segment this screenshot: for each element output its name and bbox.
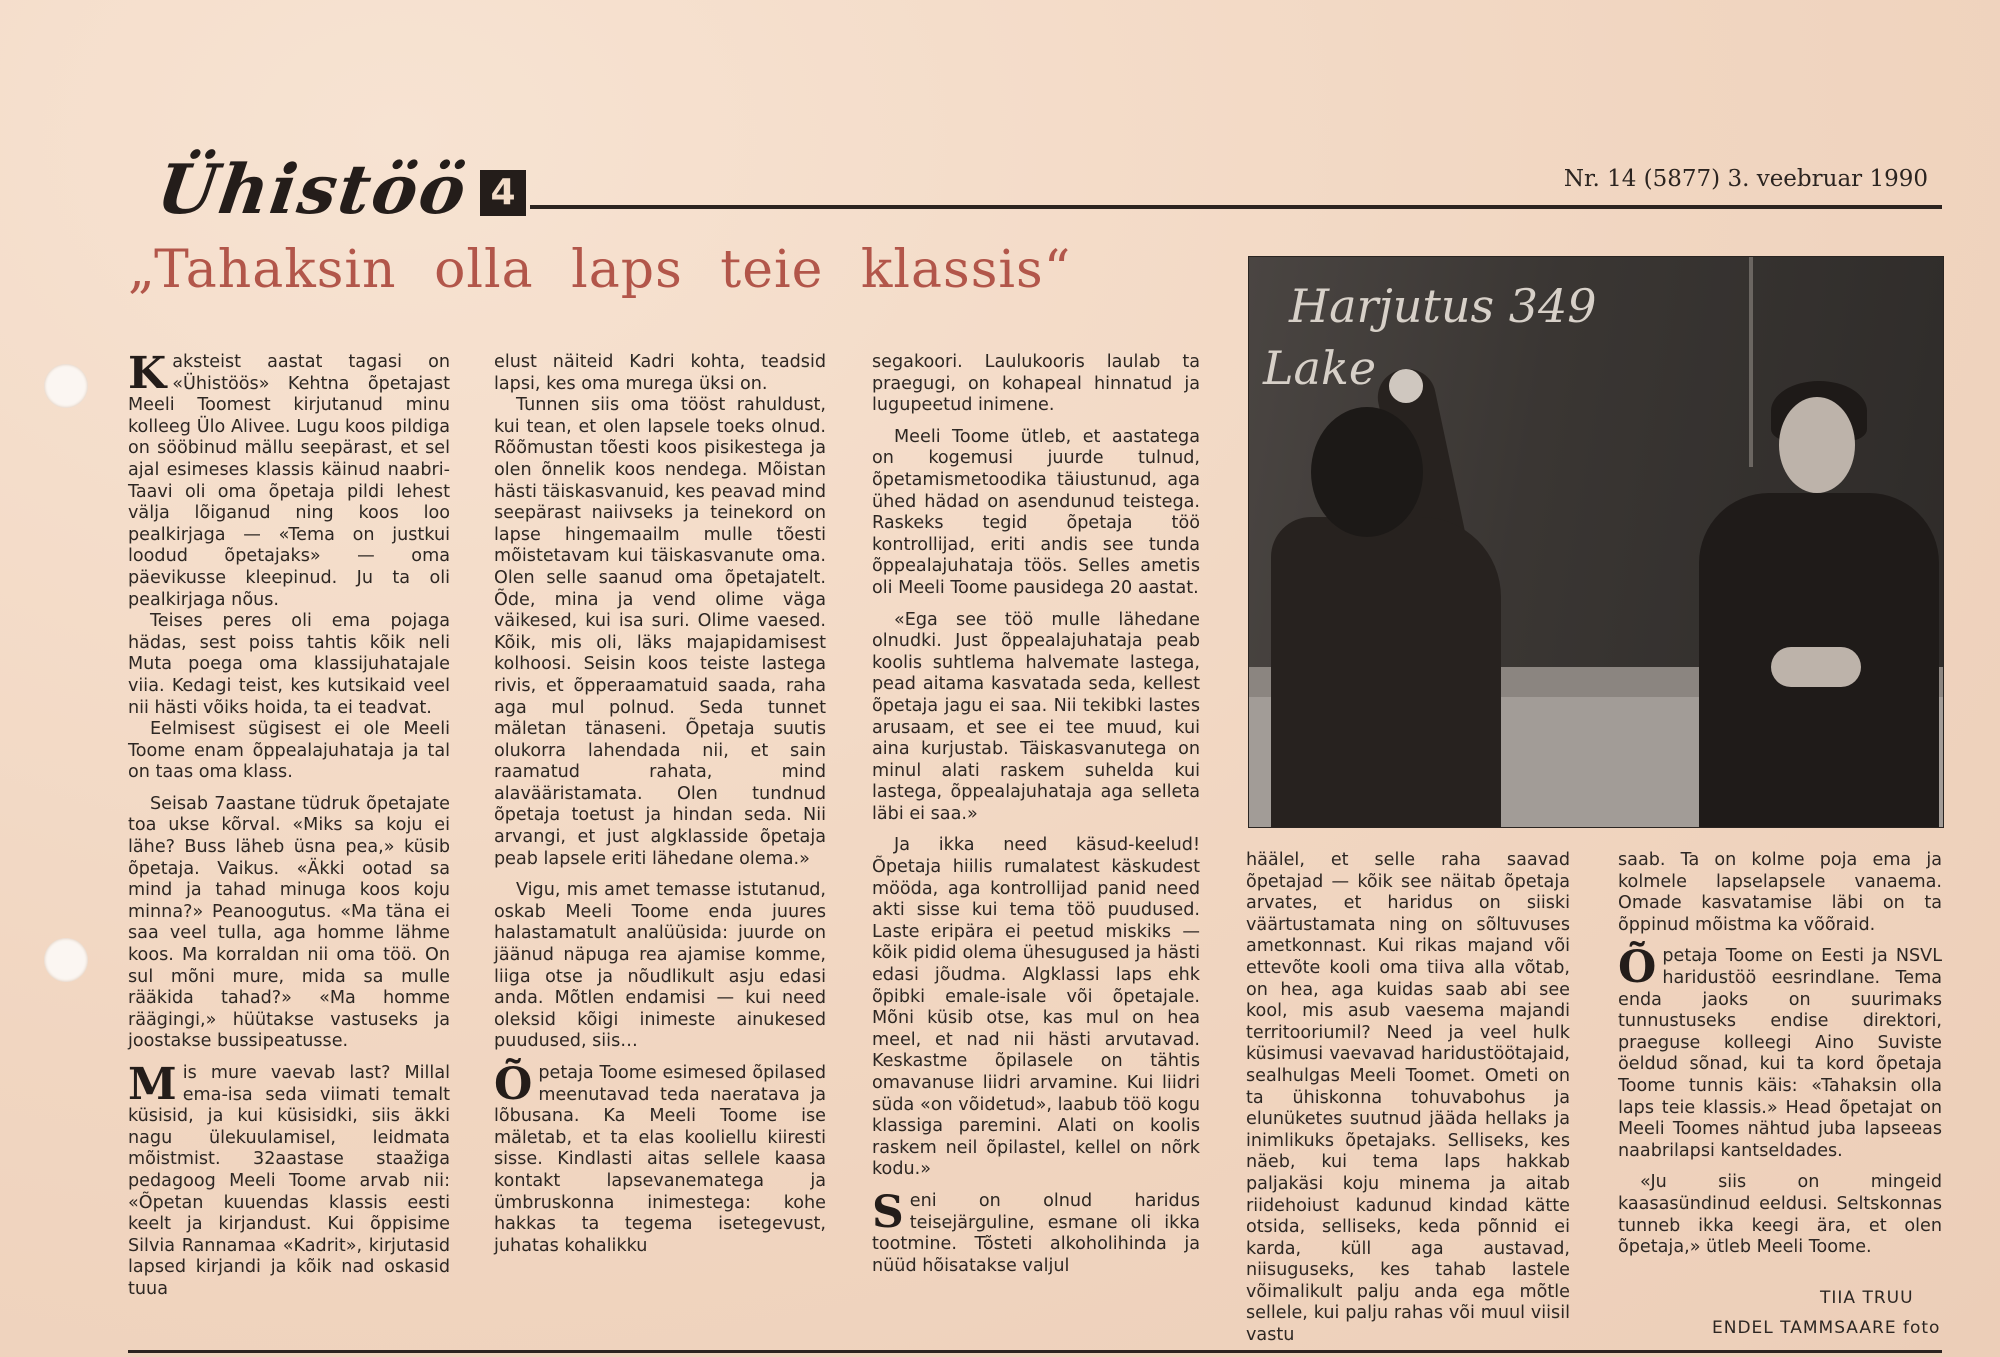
drop-cap: S <box>872 1186 904 1238</box>
article-headline: „Tahaksin olla laps teie klassis“ <box>128 240 1072 300</box>
article-column-1 <box>128 348 450 1301</box>
paragraph <box>128 719 450 784</box>
paragraph-text: elust näiteid Kadri kohta, teadsid lapsi, kes oma murega üksi on. <box>494 352 826 394</box>
drop-cap: M <box>128 1059 177 1110</box>
paragraph <box>1246 850 1570 1347</box>
paragraph-text: saab. Ta on kolme poja ema ja kolmele lapselapsele vanaema. Omade kasvatamise läbi on ta õppinud mõistma ka võõraid. <box>1618 850 1942 935</box>
paragraph <box>1618 850 1942 936</box>
drop-cap: K <box>128 348 167 399</box>
paragraph-text: Ja ikka need käsud-keelud! Õpetaja hiilis rumalatest käskudest mööda, aga kontrollijad panid need akti sisse kui tema töö puudused. Laste eripära ei peetud miskiks — kõik pidid olema ühesugused ja hästi edasi jõudma. Algklassi laps ehk õpibki emale-isale või õpetajale. Mõni küsib otse, kas mul on hea meel, et nad nii hästi arvutavad. Keskastme õpilasele on tähtis omavanuse liidri arvamine. Kui liidri süda «on võidetud», laabub töö kogu klassiga paremini. Alati on koolis raskem neil õpilastel, kellel on nõrk kodu.» <box>872 835 1200 1180</box>
photo-credit: ENDEL TAMMSAARE foto <box>1712 1318 1941 1338</box>
paragraph <box>494 395 826 870</box>
paragraph <box>1618 1172 1942 1258</box>
paragraph-text: Seisab 7aastane tüdruk õpetajate toa ukse kõrval. «Miks sa koju ei lähe? Buss läheb üsna pea,» küsib õpetaja. Vaikus. «Äkki ootad sa mind ja tahad minuga koos koju minna?» Peanoogutus. «Ma täna ei saa veel tulla, aga homme lähme koos. Ma korraldan nii oma töö. On sul mõni mure, mida sa mulle rääkida tahad?» «Ma homme räägingi,» hüütakse vastuseks ja joostakse bussipeatusse. <box>128 793 450 1052</box>
masthead-logo: Ühistöö <box>152 150 473 230</box>
paragraph <box>128 794 450 1053</box>
paragraph-text: Tunnen siis oma tööst rahuldust, kui tean, et olen lapsele toeks olnud. Rõõmustan tõesti koos pisikestega ja olen õnnelik koos nendega. Mõistan hästi täiskasvanuid, kes peavad mind seepärast naiivseks ja teinekord on lapse hingemaailm mulle tõesti mõistetavam kui täiskasvanute oma. Olen selle saanud oma õpetajatelt. Õde, mina ja vend olime väga väikesed, kui isa suri. Olime vaesed. Kõik, mis oli, läks majapidamisest kolhoosi. Seisin koos teiste lastega rivis, et õpperaamatuid saada, raha aga mul polnud. Seda tunnet mäletan tänaseni. Õpetaja suutis olukorra lahendada nii, et sain raamatud rahata, mind alavääristamata. Olen tundnud õpetaja toetust ja hindan seda. Nii arvangi, et just algklasside õpetaja peab lapsele eriti lähedane olema.» <box>494 395 826 869</box>
board-frame <box>1749 257 1753 467</box>
student-hand <box>1389 369 1423 403</box>
article-photo <box>1248 256 1944 828</box>
chalkboard-text: Harjutus 349 <box>1289 279 1597 333</box>
paragraph-text: aksteist aastat tagasi on «Ühistöös» Kehtna õpetajast Meeli Toomest kirjutanud minu kolleeg Ülo Alivee. Lugu koos pildiga on sööbinud mällu seepärast, et sel ajal esimeses klassis käinud naabri-Taavi oli oma õpetaja pildi lehest välja lõiganud ning koos loo pealkirjaga — «Tema on justkui loodud õpetajaks» — oma päevikusse kleepinud. Ju ta oli pealkirjaga nõus. <box>128 352 450 610</box>
article-column-4 <box>1246 850 1570 1347</box>
article-column-3 <box>872 352 1200 1277</box>
paragraph <box>128 611 450 719</box>
paragraph <box>1618 942 1942 1162</box>
header-rule <box>530 205 1942 209</box>
paragraph-text: segakoori. Laulukooris laulab ta praegugi, on kohapeal hinnatud ja lugupeetud inimene. <box>872 352 1200 416</box>
article-column-5 <box>1618 850 1942 1259</box>
paragraph-text: «Ega see töö mulle lähedane olnudki. Just õppealajuhataja peab koolis suhtlema halvemate lastega, pead aitama kasvatada seda, kellest õpetaja jagu ei saa. Nii tekibki lastes arusaam, et see ei tee muud, kui aina kurjustab. Täiskasvanutega on minul alati raskem suhelda kui lastega, õppealajuhataja aga selleta läbi ei saa.» <box>872 609 1200 824</box>
student-figure <box>1271 517 1501 828</box>
paragraph <box>872 427 1200 600</box>
paragraph-text: Eelmisest sügisest ei ole Meeli Toome enam õppealajuhataja ja tal on taas oma klass. <box>128 719 450 783</box>
paragraph-text: Teises peres oli ema pojaga hädas, sest poiss tahtis kõik neli Muta poega oma klassijuhatajale viia. Kedagi teist, kes kutsikaid veel nii hästi võiks hoida, ta ei teadvat. <box>128 611 450 718</box>
issue-line: Nr. 14 (5877) 3. veebruar 1990 <box>1563 166 1928 192</box>
paragraph <box>872 1186 1200 1277</box>
student-head <box>1311 407 1423 537</box>
paragraph-text: eni on olnud haridus teisejärguline, esmane oli ikka tootmine. Tõsteti alkoholihinda ja nüüd hõisatakse valjul <box>872 1190 1200 1276</box>
paragraph <box>494 1059 826 1257</box>
paragraph <box>128 1059 450 1301</box>
paragraph <box>494 352 826 395</box>
punch-hole <box>44 938 88 982</box>
paragraph-text: Vigu, mis amet temasse istutanud, oskab Meeli Toome enda juures halastamatult analüüsida: juurde on jäänud näpuga rea ajamise komme, liiga otse ja nõudlikult asju edasi anda. Mõtlen endamisi — kui need oleksid kõigi inimeste ainukesed puudused, siis… <box>494 880 826 1052</box>
paragraph <box>872 352 1200 417</box>
author-byline: TIIA TRUU <box>1820 1288 1914 1308</box>
page-number-box: 4 <box>480 170 526 216</box>
paragraph <box>494 880 826 1053</box>
paragraph <box>872 835 1200 1181</box>
punch-hole <box>44 364 88 408</box>
paragraph-text: «Ju siis on mingeid kaasasündinud eeldusi. Seltskonnas tunneb ikka keegi ära, et olen õpetaja,» ütleb Meeli Toome. <box>1618 1172 1942 1258</box>
chalkboard-text: Lake <box>1263 341 1377 395</box>
paragraph <box>128 348 450 611</box>
drop-cap: Õ <box>1618 942 1657 994</box>
article-column-2 <box>494 352 826 1257</box>
paragraph-text: petaja Toome on Eesti ja NSVL haridustöö eesrindlane. Tema enda jaoks on suurimaks tunnustuseks endise direktori, praeguse kolleegi Aino Suviste öeldud sõnad, kui ta kord õpetaja Toome tunnis käis: «Tahaksin olla laps teie klassis.» Head õpetajat on Meeli Toomes nähtud juba lapseeas naabrilapsi kantseldades. <box>1618 946 1942 1161</box>
teacher-hands <box>1771 647 1861 687</box>
teacher-face <box>1779 397 1855 493</box>
paragraph <box>872 610 1200 826</box>
drop-cap: Õ <box>494 1059 533 1110</box>
paragraph-text: is mure vaevab last? Millal ema-isa seda viimati temalt küsisid, ja kui küsisidki, siis äkki nagu ülekuulamisel, leidmata mõistmist. 32aastase staažiga pedagoog Meeli Toome arvab nii: «Õpetan kuuendas klassis eesti keelt ja kirjandust. Kui õppisime Silvia Rannamaa «Kadrit», kirjutasid lapsed kirjandi ja kõik nad oskasid tuua <box>128 1063 450 1299</box>
footer-rule <box>128 1350 1942 1353</box>
paragraph-text: Meeli Toome ütleb, et aastatega on kogemusi juurde tulnud, õpetamismetoodika täiustunud, aga ühed hädad on asendunud teistega. Raskeks tegid õpetaja töö kontrollijad, eriti andis see tunda õppealajuhataja töös. Selles ametis oli Meeli Toome pausidega 20 aastat. <box>872 426 1200 598</box>
paragraph-text: häälel, et selle raha saavad õpetajad — kõik see näitab õpetaja arvates, et haridus on siiski väärtustamata ning on sõltuvuses ametkonnast. Kui rikas majand või ettevõte kooli oma tiiva alla võtab, on hea, aga kuidas saab abi see kool, mis asub vaesema majandi territooriumil? Need ja veel hulk küsimusi vaevavad haridustöötajaid, sealhulgas Meeli Toomet. Ometi on ta ühiskonna tohuvabohus ja elunüketes suutnud jääda hellaks ja inimlikuks õpetajaks. Selliseks, kes näeb, kui tema laps hakkab paljakäsi koju minema ja aitab riidehoiust kadunud kindad kätte otsida, selliseks, keda põnnid ei karda, küll aga austavad, niisuguseks, kes tahab lastele võimalikult palju anda ega mõtle sellele, kui palju rahas või muul viisil vastu <box>1246 850 1570 1346</box>
paragraph-text: petaja Toome esimesed õpilased meenutavad teda naeratava ja lõbusana. Ka Meeli Toome ise mäletab, et ta elas kooliellu kiiresti sisse. Kindlasti aitas sellele kaasa kontakt lapsevanematega ja ümbruskonna inimestega: kohe hakkas ta tegema isetegevust, juhatas kohalikku <box>494 1063 826 1256</box>
